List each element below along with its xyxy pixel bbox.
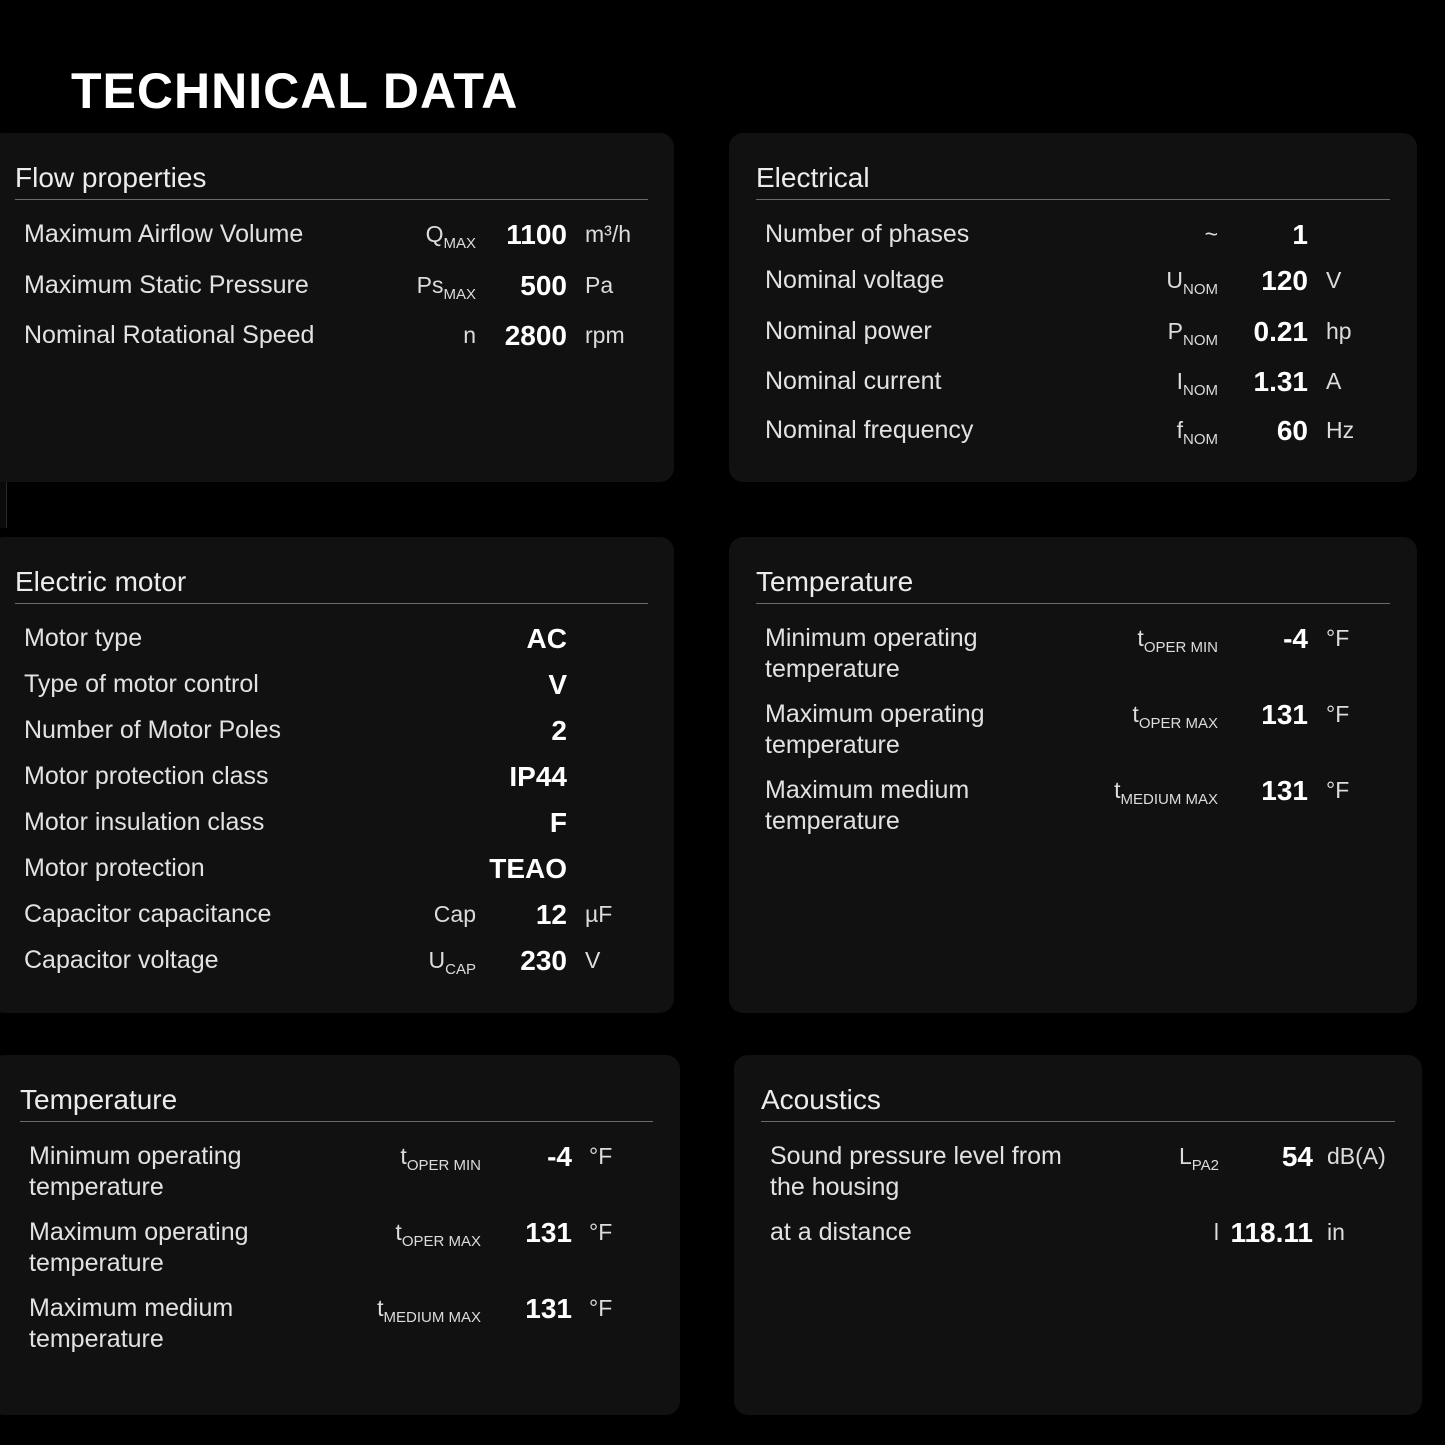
spec-unit: °F — [1326, 777, 1350, 803]
spec-unit: °F — [1326, 701, 1350, 727]
spec-unit: °F — [1326, 625, 1350, 651]
spec-symbol — [417, 270, 476, 310]
spec-symbol-subscript: NOM — [1183, 332, 1218, 349]
spec-label: Motor protection — [24, 854, 205, 882]
spec-unit: hp — [1326, 318, 1352, 344]
spec-label: Type of motor control — [24, 670, 259, 698]
spec-symbol — [1205, 219, 1218, 259]
spec-symbol-main: ~ — [1204, 221, 1218, 247]
spec-value: AC — [526, 623, 567, 654]
spec-label: Nominal voltage — [765, 266, 945, 294]
spec-value: 2 — [551, 715, 567, 746]
spec-symbol — [1114, 775, 1218, 815]
spec-symbol-subscript: OPER MIN — [1143, 639, 1218, 656]
spec-symbol-main: Ps — [416, 272, 444, 298]
spec-unit: V — [585, 947, 601, 973]
spec-label: Maximum Static Pressure — [24, 271, 309, 299]
spec-symbol — [1166, 265, 1218, 305]
spec-symbol — [1132, 699, 1218, 739]
panel-temp1 — [729, 537, 1417, 1013]
spec-value: 1.31 — [1253, 366, 1308, 397]
spec-symbol — [429, 945, 476, 985]
spec-label: at a distance — [770, 1218, 912, 1246]
spec-label: Maximum medium temperature — [29, 1294, 234, 1353]
spec-unit: °F — [589, 1219, 613, 1245]
spec-label: Maximum operating temperature — [29, 1218, 249, 1277]
spec-value: 54 — [1281, 1141, 1313, 1172]
spec-symbol-main: t — [1114, 777, 1121, 803]
spec-label: Capacitor capacitance — [24, 900, 272, 928]
spec-value: TEAO — [489, 853, 567, 884]
spec-value: 131 — [1261, 699, 1308, 730]
spec-symbol-main: t — [395, 1219, 402, 1245]
spec-symbol — [1177, 415, 1218, 455]
spec-unit: Hz — [1326, 417, 1355, 443]
spec-unit: Pa — [585, 272, 614, 298]
spec-symbol-main: t — [1132, 701, 1139, 727]
spec-symbol-main: P — [1167, 318, 1183, 344]
spec-value: 500 — [520, 270, 567, 301]
spec-symbol-main: f — [1176, 417, 1183, 443]
panel-flow — [0, 133, 674, 482]
spec-symbol-subscript: NOM — [1183, 281, 1218, 298]
spec-symbol — [426, 219, 476, 259]
spec-value: F — [549, 807, 567, 838]
spec-label: Motor type — [24, 624, 143, 652]
spec-symbol — [434, 899, 476, 939]
spec-label: Maximum operating temperature — [765, 700, 985, 759]
spec-label: Nominal current — [765, 367, 942, 395]
spec-symbol-main: Cap — [433, 901, 476, 927]
spec-label: Capacitor voltage — [24, 946, 219, 974]
spec-value: 131 — [1261, 775, 1308, 806]
spec-symbol — [395, 1217, 481, 1257]
panel-title: Flow properties — [15, 162, 207, 193]
spec-value: IP44 — [509, 761, 567, 792]
spec-symbol-subscript: MAX — [443, 235, 476, 252]
spec-symbol-main: l — [1213, 1219, 1219, 1245]
panel-electrical — [729, 133, 1417, 482]
spec-label: Number of Motor Poles — [24, 716, 282, 744]
panel-temp2 — [0, 1055, 680, 1415]
panel-title: Electric motor — [15, 566, 187, 597]
spec-value: 1 — [1292, 219, 1308, 250]
spec-unit: dB(A) — [1327, 1143, 1386, 1169]
spec-unit: µF — [585, 901, 613, 927]
spec-symbol-subscript: OPER MAX — [401, 1233, 481, 1250]
spec-value: V — [548, 669, 567, 700]
panel-title: Electrical — [756, 162, 870, 193]
panel-title: Temperature — [20, 1084, 178, 1115]
spec-symbol-main: U — [1166, 267, 1183, 293]
spec-symbol-subscript: MAX — [443, 286, 476, 303]
spec-value: 230 — [520, 945, 567, 976]
panel-title-rule — [15, 603, 648, 604]
spec-unit: rpm — [585, 322, 625, 348]
spec-symbol-main: t — [1137, 625, 1144, 651]
spec-value: 131 — [525, 1217, 572, 1248]
spec-value: -4 — [547, 1141, 572, 1172]
spec-label: Minimum operating temperature — [29, 1142, 242, 1201]
spec-symbol-subscript: OPER MIN — [406, 1157, 481, 1174]
panel-title-rule — [756, 199, 1390, 200]
spec-unit: m³/h — [585, 221, 631, 247]
spec-label: Minimum operating temperature — [765, 624, 978, 683]
spec-unit: A — [1326, 368, 1342, 394]
spec-label: Nominal frequency — [765, 416, 974, 444]
page-title: TECHNICAL DATA — [71, 63, 519, 119]
spec-symbol-subscript: NOM — [1183, 382, 1218, 399]
spec-label: Maximum Airflow Volume — [24, 220, 304, 248]
panel-title: Temperature — [756, 566, 914, 597]
spec-label: Sound pressure level from the housing — [770, 1142, 1062, 1201]
spec-value: 131 — [525, 1293, 572, 1324]
spec-symbol — [1168, 316, 1218, 356]
spec-symbol — [1177, 366, 1218, 406]
spec-symbol-subscript: MEDIUM MAX — [383, 1309, 481, 1326]
panel-title-rule — [20, 1121, 653, 1122]
spec-symbol — [400, 1141, 481, 1181]
spec-unit: V — [1326, 267, 1342, 293]
spec-label: Nominal Rotational Speed — [24, 321, 315, 349]
panel-acoustics — [734, 1055, 1422, 1415]
panel-title-rule — [756, 603, 1390, 604]
spec-symbol-main: t — [377, 1295, 384, 1321]
spec-symbol — [1214, 1217, 1219, 1257]
spec-symbol-subscript: NOM — [1183, 431, 1218, 448]
spec-label: Nominal power — [765, 317, 932, 345]
panel-title-rule — [15, 199, 648, 200]
spec-unit: °F — [589, 1295, 613, 1321]
panel-title: Acoustics — [761, 1084, 881, 1115]
spec-value: 2800 — [504, 320, 567, 351]
spec-symbol-subscript: MEDIUM MAX — [1120, 791, 1218, 808]
spec-symbol — [1137, 623, 1218, 663]
spec-symbol-main: L — [1178, 1143, 1192, 1169]
spec-symbol-main: I — [1176, 368, 1183, 394]
spec-symbol — [463, 320, 476, 360]
spec-value: 0.21 — [1253, 316, 1308, 347]
spec-value: -4 — [1283, 623, 1308, 654]
spec-symbol-main: Q — [425, 221, 444, 247]
spec-value: 60 — [1276, 415, 1308, 446]
spec-symbol-main: t — [400, 1143, 407, 1169]
spec-symbol — [1179, 1141, 1219, 1181]
spec-symbol-subscript: CAP — [445, 961, 476, 978]
spec-value: 12 — [535, 899, 567, 930]
spec-unit: in — [1327, 1219, 1345, 1245]
spec-label: Motor insulation class — [24, 808, 265, 836]
spec-label: Number of phases — [765, 220, 970, 248]
panel-title-rule — [761, 1121, 1395, 1122]
spec-symbol — [377, 1293, 481, 1333]
spec-value: 118.11 — [1230, 1217, 1313, 1248]
spec-value: 120 — [1261, 265, 1308, 296]
spec-label: Motor protection class — [24, 762, 269, 790]
spec-symbol-main: U — [428, 947, 446, 973]
spec-label: Maximum medium temperature — [765, 776, 970, 835]
spec-symbol-main: n — [463, 322, 476, 348]
spec-value: 1100 — [506, 219, 567, 250]
panel-motor — [0, 537, 674, 1013]
spec-symbol-subscript: OPER MAX — [1138, 715, 1218, 732]
spec-unit: °F — [589, 1143, 613, 1169]
spec-symbol-subscript: PA2 — [1191, 1157, 1219, 1174]
